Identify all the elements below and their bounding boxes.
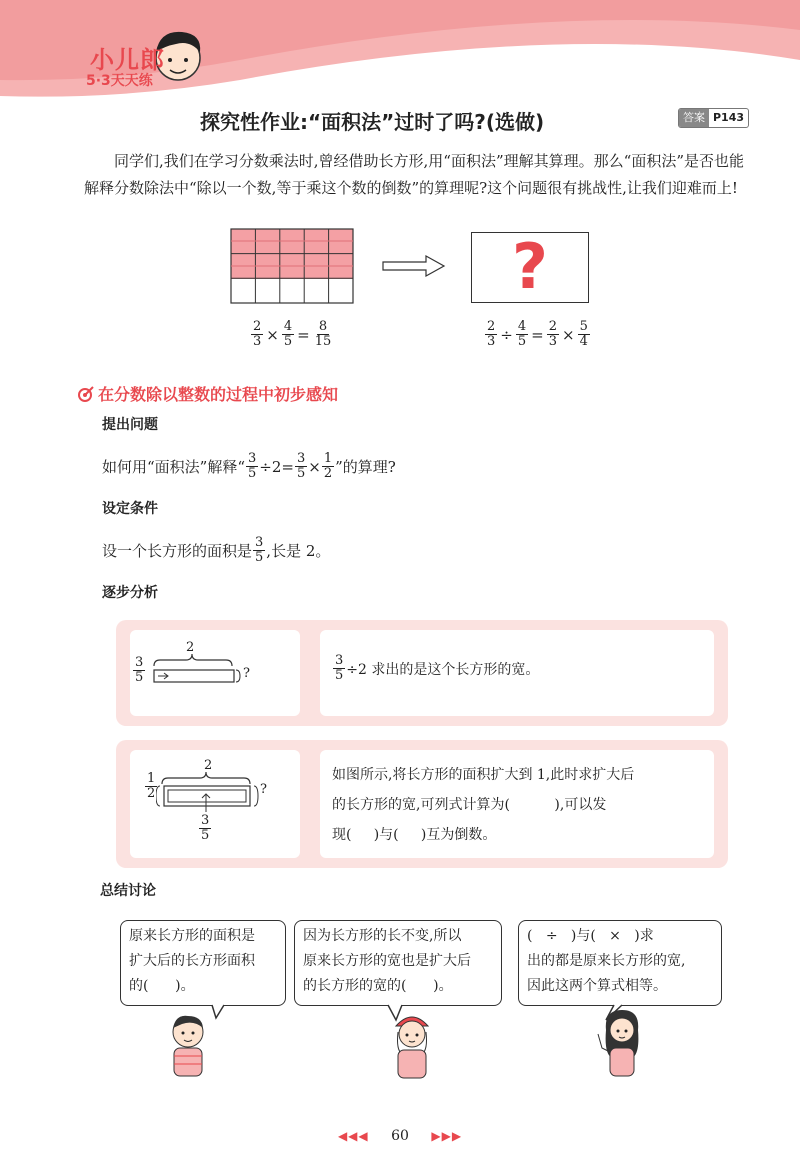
card2-length-label: 2 bbox=[204, 758, 213, 773]
girl-red-hat-icon bbox=[382, 1010, 442, 1082]
card1-explanation: $\frac{3}{5}$ ÷2 求出的是这个长方形的宽。 bbox=[335, 653, 540, 683]
condition-text: 设一个长方形的面积是 $\frac{3}{5}$ ,长是 2。 bbox=[102, 535, 331, 565]
pose-question-text: 如何用“面积法”解释“ $\frac{3}{5}$ ÷2= $\frac{3}{5}$ × $\frac{1}{2}$ ”的算理? bbox=[102, 451, 396, 481]
card2-question-label: ? bbox=[260, 782, 267, 797]
brand-sub: 5·3天天练 bbox=[86, 73, 153, 89]
speech-bubble-3: ( ÷ )与( × )求 出的都是原来长方形的宽, 因此这两个算式相等。 bbox=[518, 920, 722, 1006]
card1-rectangle-diagram bbox=[148, 640, 248, 690]
page-title: 探究性作业:“面积法”过时了吗?(选做) bbox=[200, 110, 545, 134]
right-arrow-icon bbox=[382, 254, 446, 278]
area-grid-figure bbox=[230, 228, 360, 304]
prev-page-arrows-icon[interactable]: ◀◀◀ bbox=[337, 1129, 369, 1143]
unknown-rectangle bbox=[471, 232, 589, 303]
page-footer bbox=[0, 1128, 800, 1144]
speech-bubble-2: 因为长方形的长不变,所以 原来长方形的宽也是扩大后 的长方形的宽的( )。 bbox=[294, 920, 502, 1006]
boy-icon bbox=[158, 1010, 218, 1082]
equation-multiply: $\frac{2}{3}$ × $\frac{4}{5}$ = $\frac{8}{15}$ bbox=[253, 319, 332, 349]
answer-ref[interactable] bbox=[678, 108, 749, 128]
brand-logo: 小儿郎 bbox=[90, 46, 165, 74]
card2-explanation: 如图所示,将长方形的面积扩大到 1,此时求扩大后 的长方形的宽,可列式计算为( ),可以发 现( )与( )互为倒数。 bbox=[332, 767, 635, 843]
answer-page: P143 bbox=[713, 111, 745, 124]
intro-paragraph: 同学们,我们在学习分数乘法时,曾经借助长方形,用“面积法”理解其算理。那么“面积法”是否也能解释分数除法中“除以一个数,等于乘这个数的倒数”的算理呢?这个问题很有挑战性,让我们迎难而上! bbox=[84, 152, 744, 197]
equation-divide: $\frac{2}{3}$ ÷ $\frac{4}{5}$ = $\frac{2}{3}$ × $\frac{5}{4}$ bbox=[487, 319, 588, 349]
question-mark-icon: ? bbox=[512, 230, 548, 303]
card1-length-label: 2 bbox=[186, 640, 195, 655]
target-icon bbox=[78, 386, 94, 402]
heading-pose-question: 提出问题 bbox=[102, 417, 158, 433]
card1-area-fraction: $\frac{3}{5}$ bbox=[135, 655, 144, 685]
card2-area-fraction: $\frac{1}{2}$ bbox=[147, 771, 156, 801]
heading-analysis: 逐步分析 bbox=[102, 585, 158, 601]
speech-bubble-1: 原来长方形的面积是 扩大后的长方形面积 的( )。 bbox=[120, 920, 286, 1006]
page-number: 60 bbox=[391, 1128, 409, 1144]
section-title: 在分数除以整数的过程中初步感知 bbox=[78, 382, 338, 405]
next-page-arrows-icon[interactable]: ▶▶▶ bbox=[431, 1129, 463, 1143]
heading-set-condition: 设定条件 bbox=[102, 501, 158, 517]
girl-long-hair-icon bbox=[592, 1004, 652, 1082]
heading-summary: 总结讨论 bbox=[100, 883, 156, 899]
answer-label: 答案 bbox=[679, 109, 709, 127]
card2-below-fraction: $\frac{3}{5}$ bbox=[201, 813, 210, 843]
card1-question-label: ? bbox=[243, 666, 250, 681]
